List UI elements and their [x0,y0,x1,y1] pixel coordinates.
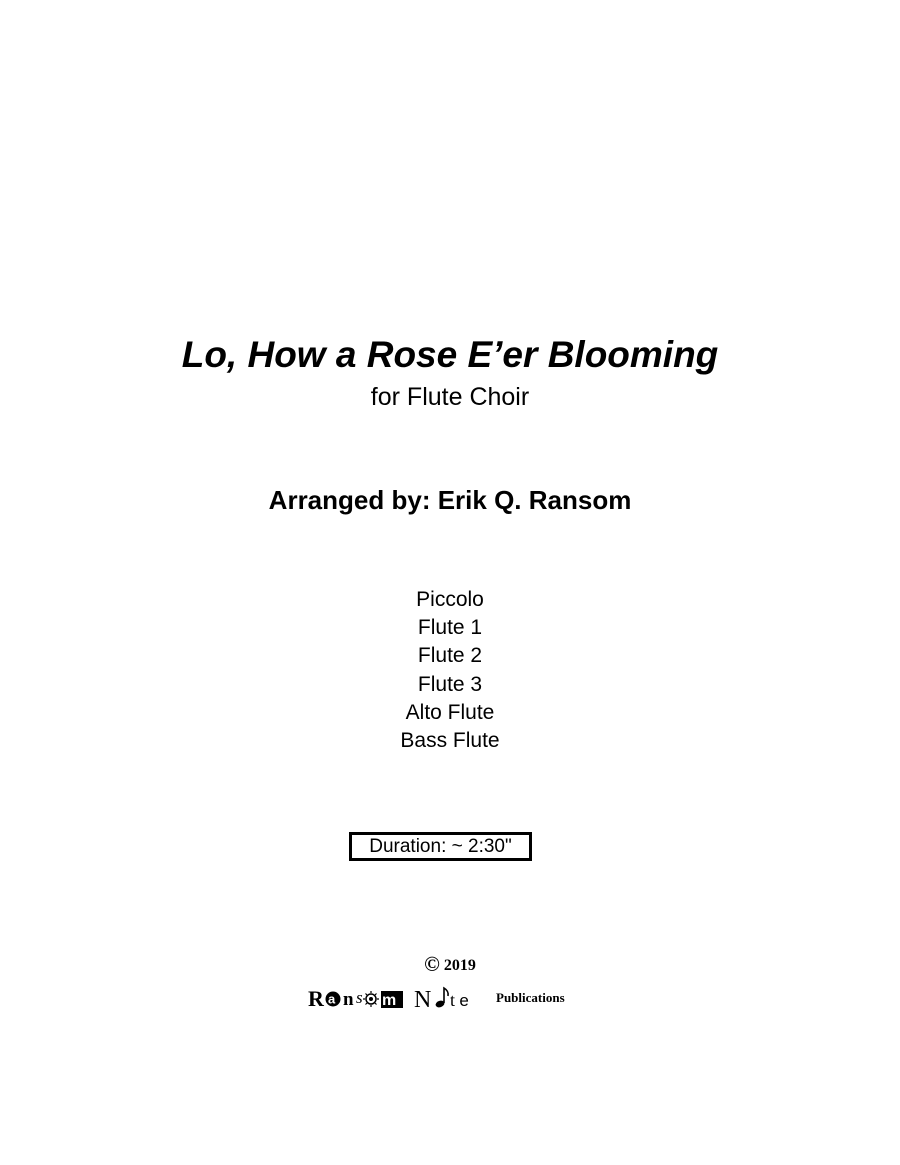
copyright-symbol: © [424,952,440,976]
score-title: Lo, How a Rose E’er Blooming [181,334,719,375]
instrument-item: Flute 3 [417,672,483,696]
ransom-note-logo-icon [306,982,492,1016]
logo-letter: t [450,990,456,1010]
instrument-item: Flute 1 [417,616,483,640]
score-subtitle: for Flute Choir [370,383,530,411]
logo-letter-detail [369,997,373,1001]
instrument-item: Flute 2 [417,644,483,668]
logo-letter: s [356,988,363,1007]
duration-box: Duration: ~ 2:30" [349,832,532,861]
logo-letter: N [414,987,432,1013]
logo-letter: n [343,989,354,1010]
instrument-list [0,586,900,755]
instrument-item: Bass Flute [400,729,500,753]
logo-letter: e [459,993,470,1012]
logo-letter: a [328,991,336,1007]
publisher-logo [0,982,900,1016]
instrument-item: Alto Flute [405,700,495,724]
logo-letter: m [382,992,397,1009]
arranger-credit: Arranged by: Erik Q. Ransom [268,485,632,515]
publisher-suffix: Publications [496,990,565,1005]
logo-letter: R [308,986,324,1011]
instrument-item: Piccolo [416,588,484,611]
copyright-year: 2019 [443,957,476,974]
copyright-line [0,954,900,976]
music-note-icon [444,988,448,1003]
